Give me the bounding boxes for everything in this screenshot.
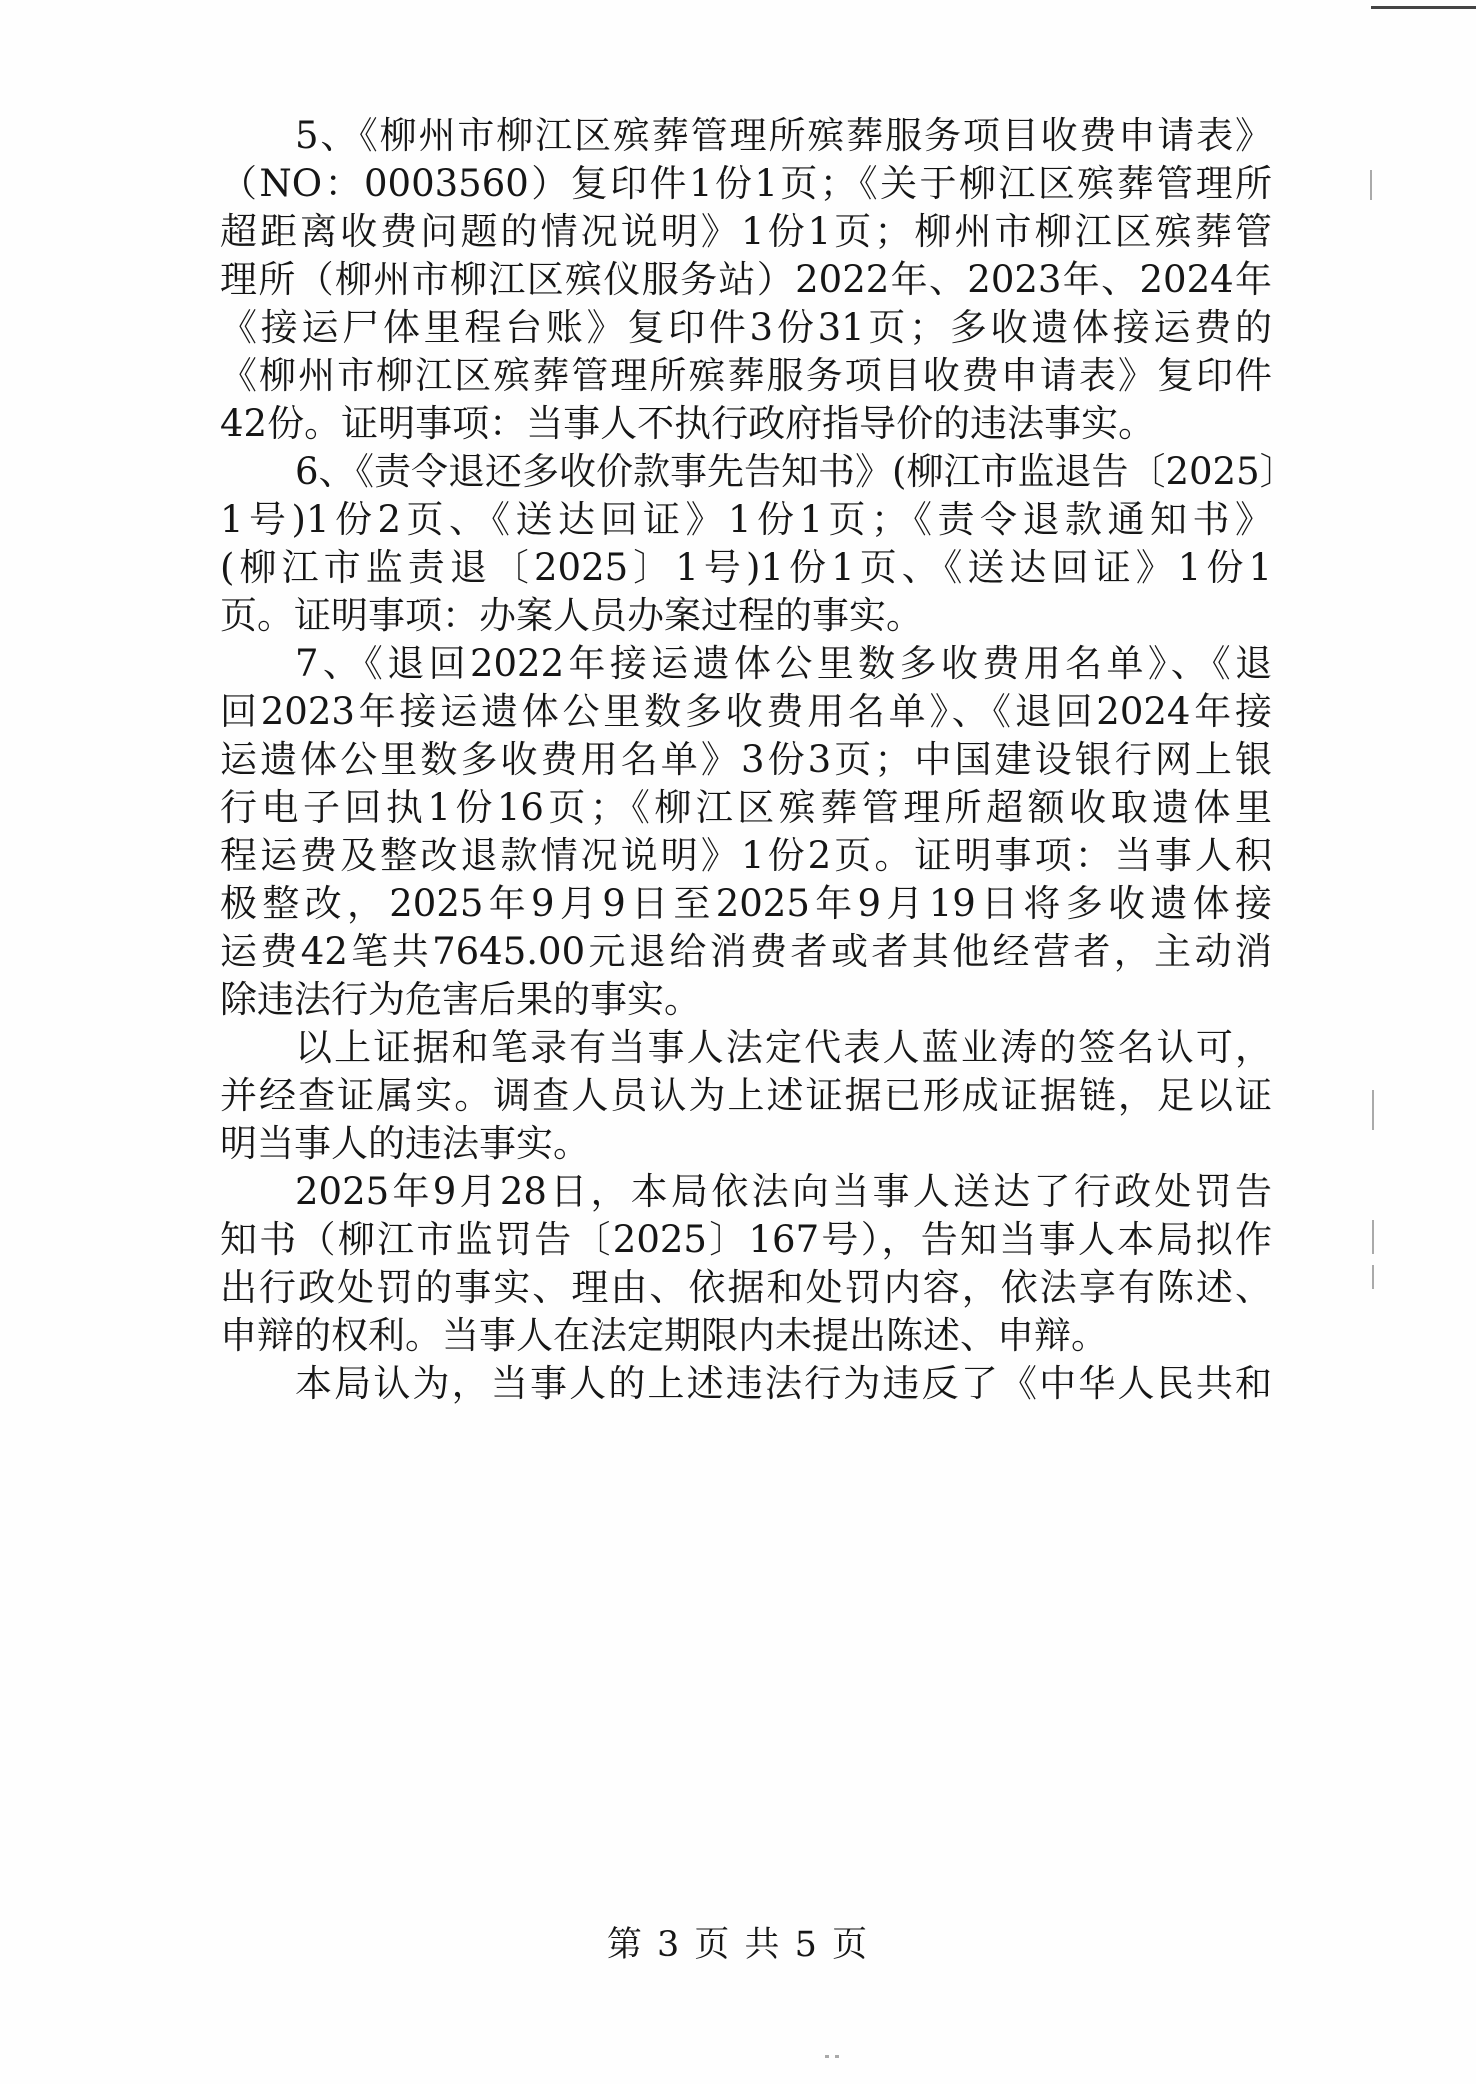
notice-paragraph-line-4: 申辩的权利。当事人在法定期限内未提出陈述、申辩。 [220, 1314, 1108, 1357]
evidence-paragraph-line-1: 以上证据和笔录有当事人法定代表人蓝业涛的签名认可， [295, 1026, 1272, 1069]
paragraph-5-line-7: 42份。证明事项：当事人不执行政府指导价的违法事实。 [220, 402, 1156, 445]
paragraph-7-line-4: 行电子回执1份16页；《柳江区殡葬管理所超额收取遗体里 [220, 786, 1272, 829]
paragraph-7-line-1: 7、《退回2022年接运遗体公里数多收费用名单》、《退 [295, 642, 1272, 685]
paragraph-5-line-1: 5、《柳州市柳江区殡葬管理所殡葬服务项目收费申请表》 [295, 114, 1272, 157]
paragraph-7-line-6: 极整改，2025年9月9日至2025年9月19日将多收遗体接 [220, 882, 1272, 925]
scan-speck [1372, 1220, 1374, 1254]
scan-speck [1372, 1265, 1374, 1289]
paragraph-7-line-3: 运遗体公里数多收费用名单》3份3页；中国建设银行网上银 [220, 738, 1272, 781]
conclusion-paragraph-line-1: 本局认为，当事人的上述违法行为违反了《中华人民共和 [295, 1362, 1272, 1405]
paragraph-7-line-5: 程运费及整改退款情况说明》1份2页。证明事项：当事人积 [220, 834, 1272, 877]
paragraph-5-line-5: 《接运尸体里程台账》复印件3份31页；多收遗体接运费的 [220, 306, 1272, 349]
scan-edge-mark [1371, 6, 1476, 9]
paragraph-5-line-3: 超距离收费问题的情况说明》1份1页；柳州市柳江区殡葬管 [220, 210, 1272, 253]
scan-speck [1370, 170, 1372, 200]
notice-paragraph-line-3: 出行政处罚的事实、理由、依据和处罚内容，依法享有陈述、 [220, 1266, 1272, 1309]
paragraph-6-line-3: (柳江市监责退〔2025〕1号)1份1页、《送达回证》1份1 [220, 546, 1272, 589]
evidence-paragraph-line-2: 并经查证属实。调查人员认为上述证据已形成证据链，足以证 [220, 1074, 1272, 1117]
notice-paragraph-line-2: 知书（柳江市监罚告〔2025〕167号），告知当事人本局拟作 [220, 1218, 1272, 1261]
paragraph-6-line-1: 6、《责令退还多收价款事先告知书》(柳江市监退告〔2025〕 [295, 450, 1297, 493]
page-number-footer: 第 3 页 共 5 页 [606, 1925, 870, 1965]
paragraph-5-line-6: 《柳州市柳江区殡葬管理所殡葬服务项目收费申请表》复印件 [220, 354, 1272, 397]
paragraph-5-line-4: 理所（柳州市柳江区殡仪服务站）2022年、2023年、2024年 [220, 258, 1272, 301]
notice-paragraph-line-1: 2025年9月28日，本局依法向当事人送达了行政处罚告 [295, 1170, 1272, 1213]
scan-speck [835, 2055, 839, 2058]
paragraph-7-line-2: 回2023年接运遗体公里数多收费用名单》、《退回2024年接 [220, 690, 1272, 733]
paragraph-5-line-2: （NO：0003560）复印件1份1页；《关于柳江区殡葬管理所 [220, 162, 1272, 205]
evidence-paragraph-line-3: 明当事人的违法事实。 [220, 1122, 590, 1165]
paragraph-6-line-4: 页。证明事项：办案人员办案过程的事实。 [220, 594, 923, 637]
scan-speck [1372, 1090, 1374, 1130]
paragraph-7-line-8: 除违法行为危害后果的事实。 [220, 978, 701, 1021]
paragraph-7-line-7: 运费42笔共7645.00元退给消费者或者其他经营者，主动消 [220, 930, 1272, 973]
paragraph-6-line-2: 1号)1份2页、《送达回证》1份1页；《责令退款通知书》 [220, 498, 1272, 541]
scan-speck [825, 2055, 829, 2058]
